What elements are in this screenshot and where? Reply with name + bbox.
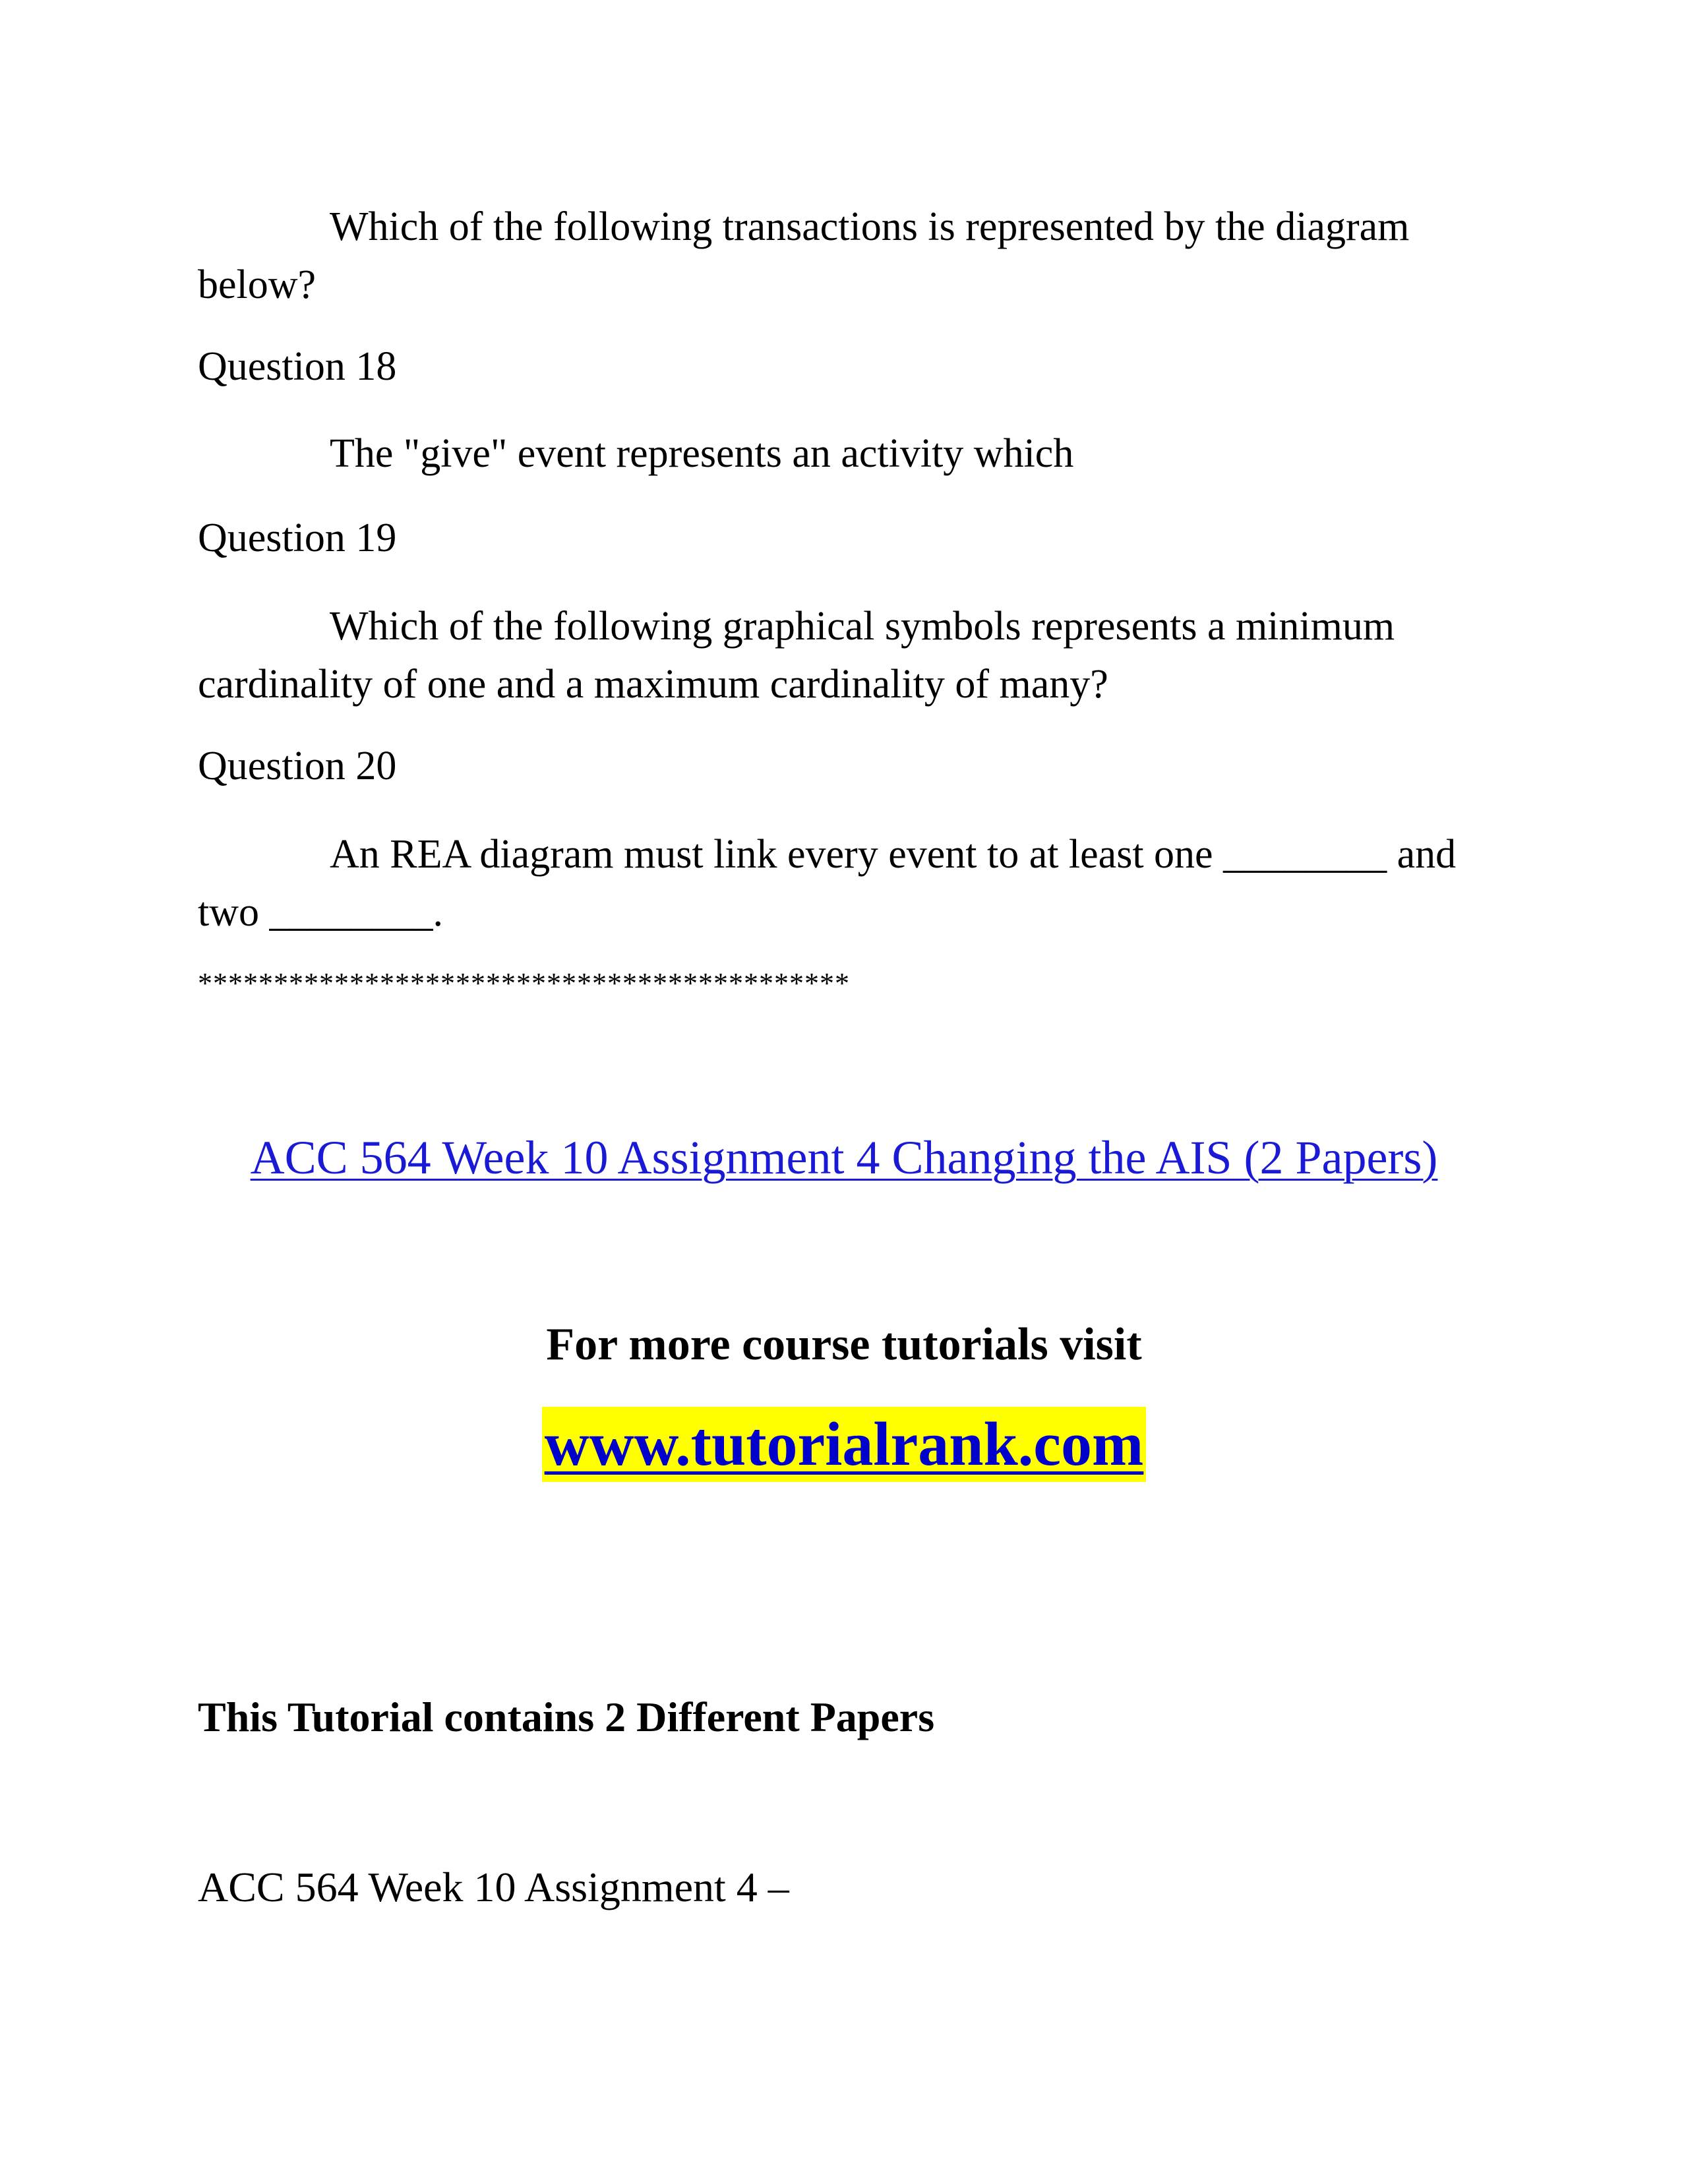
question-19-text: Which of the following graphical symbols represents a minimum cardinality of one and a maximum cardinality of many? — [198, 604, 1395, 707]
assignment-link[interactable]: ACC 564 Week 10 Assignment 4 Changing the AIS (2 Papers) — [250, 1131, 1438, 1184]
question-18-label: Question 18 — [198, 344, 397, 389]
visit-text: For more course tutorials visit — [546, 1319, 1142, 1370]
question-17-text: Which of the following transactions is represented by the diagram below? — [198, 204, 1410, 307]
site-link[interactable]: www.tutorialrank.com — [542, 1407, 1147, 1482]
assignment-link-heading — [0, 1125, 1688, 1191]
question-18-text: The "give" event represents an activity which — [330, 431, 1074, 476]
assignment-line: ACC 564 Week 10 Assignment 4 – — [198, 1864, 789, 1910]
question-19-label: Question 19 — [198, 516, 397, 560]
site-link-wrap — [0, 1407, 1688, 1482]
tutorial-note: This Tutorial contains 2 Different Papers — [198, 1694, 935, 1740]
question-20-text: An REA diagram must link every event to at least one ________ and two ________. — [198, 832, 1457, 935]
separator-line: ******************************************* — [198, 967, 850, 999]
question-20-label: Question 20 — [198, 744, 397, 788]
